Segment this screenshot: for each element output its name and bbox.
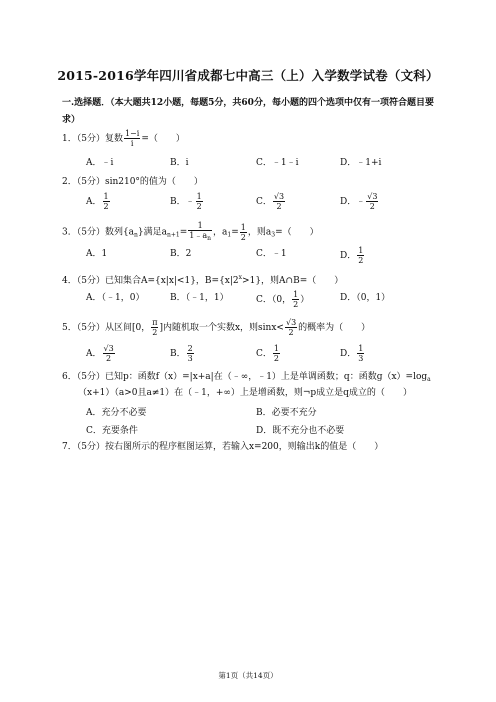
q3-fraction-recurrence: $\frac{1}{1﹣a_n}$ bbox=[189, 221, 212, 242]
q4-option-d: D．（0，1） bbox=[340, 293, 391, 303]
q6-option-c: C．充要条件 bbox=[86, 426, 138, 436]
q3-options bbox=[86, 246, 446, 266]
q1-fraction bbox=[124, 129, 140, 148]
page-title: 2015-2016学年四川省成都七中高三（上）入学数学试卷（文科） bbox=[57, 68, 439, 83]
q1-option-a: A．﹣i bbox=[86, 158, 114, 168]
q1-stem-post: =（ ） bbox=[141, 134, 185, 144]
q1-stem-pre: 1．（5分）复数 bbox=[62, 134, 123, 144]
question-2: 2．（5分）sin210°的值为（ ） bbox=[62, 177, 203, 187]
q4-options bbox=[86, 290, 446, 310]
q6-option-a: A．充分不必要 bbox=[86, 408, 147, 418]
q5-option-c: C． $\frac{1}{2}$ bbox=[256, 344, 279, 363]
q3-option-b: B．2 bbox=[170, 249, 192, 259]
question-3: 3．（5分）数列$\{a_n\}$满足$a_{n+1}=$ $\frac{1}{1﹣a_n}$ ，$a_1=$ $\frac{1}{2}$ ，则$a_3=$（ ） bbox=[62, 221, 319, 242]
q5-option-b: B． $\frac{2}{3}$ bbox=[170, 344, 193, 363]
q5-fraction-pi: $\frac{\pi}{2}$ bbox=[152, 318, 158, 337]
q2-option-d: D．﹣ $\frac{√3}{2}$ bbox=[340, 192, 378, 211]
q4-option-a: A．（﹣1，0） bbox=[86, 293, 145, 303]
question-6-line2: （x+1）（a>0且a≠1）在（﹣1，+∞）上是增函数，则¬p成立是q成立的（ ） bbox=[78, 388, 412, 398]
q4-option-b: B．（﹣1，1） bbox=[170, 293, 229, 303]
q3-option-c: C．﹣1 bbox=[256, 249, 287, 259]
q4-option-c: C．（0， $\frac{1}{2}$ ） bbox=[256, 290, 310, 309]
q6-options-row1 bbox=[86, 405, 446, 425]
q2-option-b: B．﹣ $\frac{1}{2}$ bbox=[170, 192, 202, 211]
q6-option-b: B．必要不充分 bbox=[256, 408, 317, 418]
q5-fraction-sqrt3: $\frac{√3}{2}$ bbox=[285, 318, 297, 337]
q2-option-a: A． $\frac{1}{2}$ bbox=[86, 192, 109, 211]
q1-options bbox=[86, 155, 446, 175]
q1-frac-num: 1−i bbox=[124, 129, 140, 138]
q6-options-row2 bbox=[86, 423, 446, 443]
q6-option-d: D．既不充分也不必要 bbox=[256, 426, 345, 436]
q1-option-c: C．﹣1﹣i bbox=[256, 158, 299, 168]
q5-option-a: A． $\frac{√3}{2}$ bbox=[86, 344, 114, 363]
page-footer: 第1页（共14页） bbox=[218, 671, 278, 680]
question-1 bbox=[62, 129, 185, 148]
q3-fraction-a1: $\frac{1}{2}$ bbox=[240, 222, 246, 242]
q1-option-b: B．i bbox=[170, 158, 189, 168]
question-6-line1: 6．（5分）已知p：函数f（x）=|x+a|在（﹣∞，﹣1）上是单调函数；q：函数$g(x)=\log_a$ bbox=[62, 372, 431, 383]
q1-option-d: D．﹣1+i bbox=[340, 158, 382, 168]
q5-option-d: D． $\frac{1}{3}$ bbox=[340, 344, 364, 363]
q2-options bbox=[86, 192, 446, 212]
section-header: 一.选择题．（本大题共12小题，每题5分，共60分，每小题的四个选项中仅有一项符合题目要求） bbox=[62, 98, 434, 125]
question-4: 4．（5分）已知集合A={x|x|<1}，$B=\{x|2^x>1\}$，则A∩B=（ ） bbox=[62, 274, 344, 286]
q2-option-c: C． $\frac{√3}{2}$ bbox=[256, 192, 285, 211]
question-5: 5．（5分）从区间[0， $\frac{\pi}{2}$ ]内随机取一个实数x，则sinx< $\frac{√3}{2}$ 的概率为（ ） bbox=[62, 318, 371, 337]
question-7: 7．（5分）按右图所示的程序框图运算，若输入x=200，则输出k的值是（ ） bbox=[62, 442, 384, 452]
q3-option-d: D． $\frac{1}{2}$ bbox=[340, 246, 364, 265]
q5-options bbox=[86, 344, 446, 364]
q3-option-a: A．1 bbox=[86, 249, 108, 259]
q1-frac-den: i bbox=[130, 139, 134, 148]
